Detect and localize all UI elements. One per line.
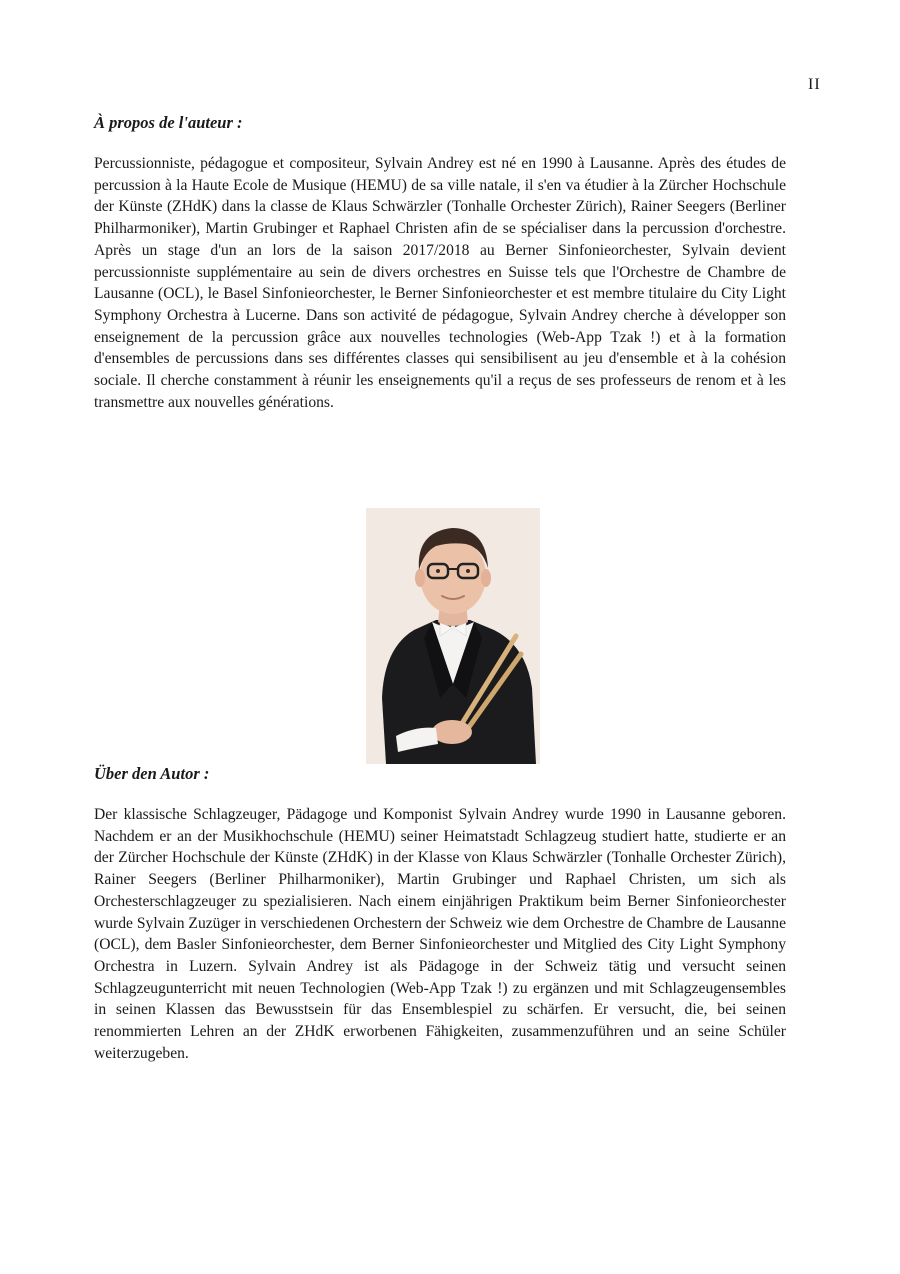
author-portrait-photo [366,508,540,764]
heading-about-author-fr: À propos de l'auteur : [94,113,243,132]
biography-paragraph-de: Der klassische Schlagzeuger, Pädagoge und Komponist Sylvain Andrey wurde 1990 in Lausanne geboren. Nachdem er an der Musikhochschule (HEMU) seiner Heimatstadt Schlagzeug studiert hatte, studierte er an der Zürcher Hochschule der Künste (ZHdK) in der Klasse von Klaus Schwärzler (Tonhalle Orchester Zürich), Rainer Seegers (Berliner Philharmoniker), Martin Grubinger und Raphael Christen, um sich als Orchesterschlagzeuger zu spezialisieren. Nach einem einjährigen Praktikum beim Berner Sinfonieorchester wurde Sylvain Zuzüger in verschiedenen Orchestern der Schweiz wie dem Orchestre de Chambre de Lausanne (OCL), dem Basler Sinfonieorchester, dem Berner Sinfonieorchester und Mitglied des City Light Symphony Orchestra in Luzern. Sylvain Andrey ist als Pädagoge in der Schweiz tätig und versucht seinen Schlagzeugunterricht mit neuen Technologien (Web-App Tzak !) zu ergänzen und mit Schlagzeugensembles in seinen Klassen das Bewusstsein für das Ensemblespiel zu schärfen. Er versucht, die, bei seinen renommierten Lehren an der ZHdK erworbenen Fähigkeiten, zusammenzuführen und an seine Schüler weiterzugeben. [94,806,786,1062]
heading-about-author-de: Über den Autor : [94,764,210,783]
biography-paragraph-fr: Percussionniste, pédagogue et compositeur, Sylvain Andrey est né en 1990 à Lausanne. Après des études de percussion à la Haute Ecole de Musique (HEMU) de sa ville natale, il s'en va étudier à la Zürcher Hochschule der Künste (ZHdK) dans la classe de Klaus Schwärzler (Tonhalle Orchester Zürich), Rainer Seegers (Berliner Philharmoniker), Martin Grubinger et Raphael Christen afin de se spécialiser dans la percussion d'orchestre. Après un stage d'un an lors de la saison 2017/2018 au Berner Sinfonieorchester, Sylvain devient percussionniste supplémentaire au sein de divers orchestres en Suisse tels que l'Orchestre de Chambre de Lausanne (OCL), le Basel Sinfonieorchester, le Berner Sinfonieorchester et est membre titulaire du City Light Symphony Orchestra à Lucerne. Dans son activité de pédagogue, Sylvain Andrey cherche à développer son enseignement de la percussion grâce aux nouvelles technologies (Web-App Tzak !) et à la formation d'ensembles de percussions dans ses différentes classes qui sensibilisent au jeu d'ensemble et à la cohésion sociale. Il cherche constamment à réunir les enseignements qu'il a reçus de ses professeurs de renom et à les transmettre aux nouvelles générations. [94,155,786,411]
page-number: II [808,76,821,93]
